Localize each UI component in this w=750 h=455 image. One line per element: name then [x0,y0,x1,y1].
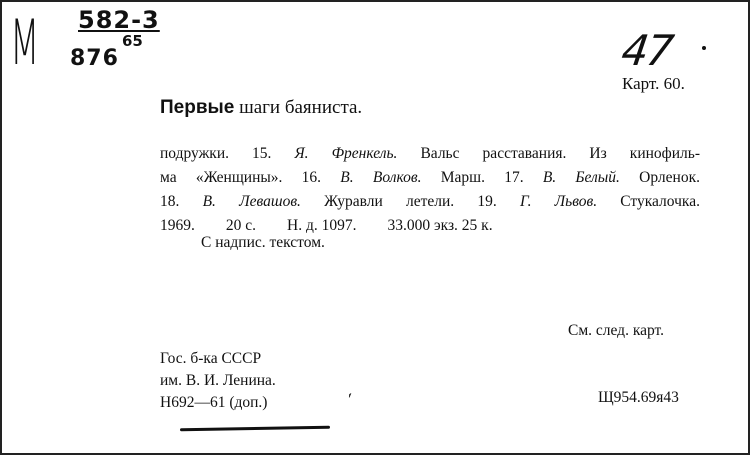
card-number: Карт. 60. [622,74,685,93]
shelf-mark-bottom: 876 [70,46,119,71]
imprint-line: 1969. 20 с. Н. д. 1097. 33.000 экз. 25 к. [160,217,493,234]
see-next-card: См. след. карт. [568,322,665,339]
line-text: 18. [160,193,203,210]
description-body [160,142,700,238]
author-name: В. Белый. [542,169,620,186]
book-title [160,97,362,119]
handwritten-corner-mark: 47 [618,26,675,75]
note-text: С надпис. текстом. [201,234,325,251]
classification-code: Щ954.69я43 [598,389,679,406]
line-text: Стукалочка. [597,193,700,210]
library-line: им. В. И. Ленина. [160,372,276,389]
pencil-tick-icon: ˊ [344,389,362,413]
title-rest: шаги баяниста. [234,97,363,118]
author-name: Я. Френкель. [294,145,398,162]
title-bold-word: Первые [160,97,235,118]
author-name: В. Волков. [340,169,422,186]
library-line: Гос. б-ка СССР [160,350,262,367]
library-block [160,348,276,414]
shelf-mark-superscript: 65 [122,32,143,50]
ink-underline-mark [180,426,330,432]
body-line [160,166,700,190]
body-line [160,190,700,214]
line-text: Вальс расставания. Из кинофиль- [397,145,700,162]
line-text: Орленок. [619,169,700,186]
body-line [160,142,700,166]
line-text: подружки. 15. [160,145,295,162]
handwritten-letter: М [10,6,40,79]
line-text: ма «Женщины». 16. [160,169,341,186]
shelf-mark-top: 582-3 [78,6,160,34]
author-name: Г. Львов. [519,193,598,210]
line-text: Марш. 17. [421,169,543,186]
ink-dot-icon [702,46,706,50]
author-name: В. Левашов. [202,193,301,210]
line-text: Журавли летели. 19. [300,193,520,210]
library-line: Н692—61 (доп.) [160,394,268,411]
